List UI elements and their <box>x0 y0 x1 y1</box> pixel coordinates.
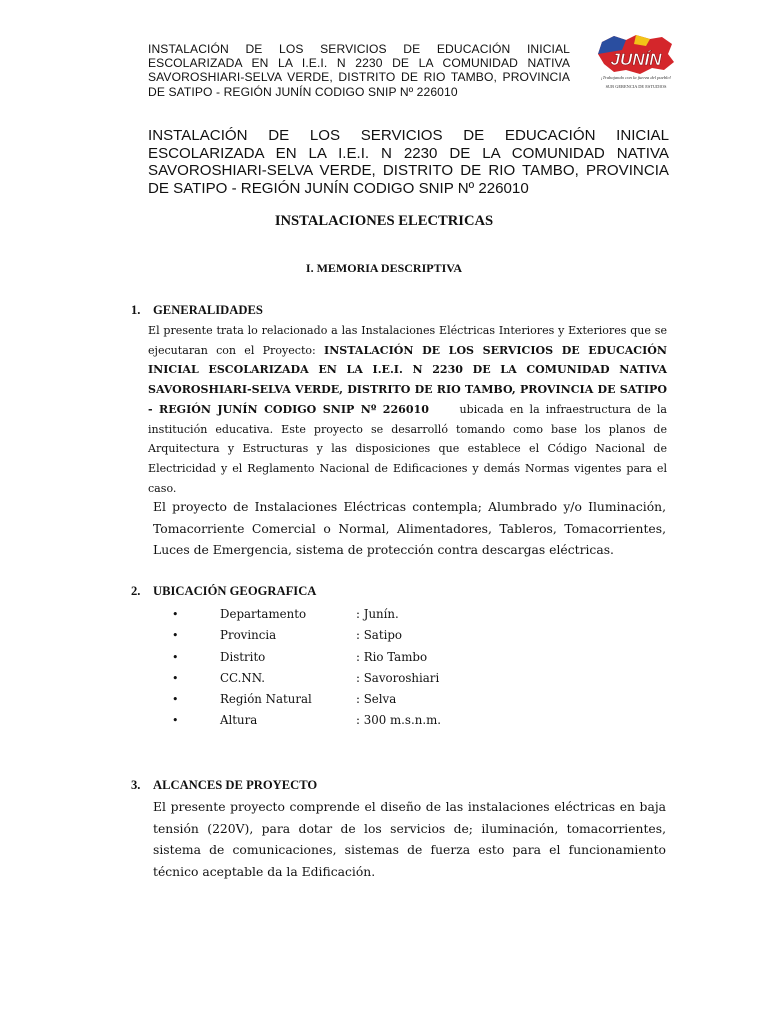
project-name-bold: INSTALACIÓN DE LOS SERVICIOS DE EDUCACIÓN INICIAL ESCOLARIZADA EN LA I.E.I. N 2230 DE LA COMUNIDAD NATIVA SAVOROSHIARI-SELVA VERDE, DISTRITO DE RIO TAMBO, PROVINCIA DE SATIPO - REGIÓN JUNÍN CODIGO SNIP Nº 226010 <box>148 343 667 416</box>
heading-text: ALCANCES DE PROYECTO <box>153 778 318 792</box>
location-value: : Rio Tambo <box>356 649 428 664</box>
list-item <box>172 710 441 731</box>
bullet: • <box>172 629 179 643</box>
location-label: Departamento <box>220 607 307 621</box>
heading-ubicacion <box>131 584 316 599</box>
list-item <box>172 647 441 668</box>
subsection-title: I. MEMORIA DESCRIPTIVA <box>305 261 463 275</box>
bullet: • <box>172 693 179 707</box>
location-value: : Satipo <box>356 628 403 643</box>
location-list <box>172 604 441 732</box>
heading-number: 3. <box>131 778 141 792</box>
location-label: Altura <box>220 713 258 728</box>
generalidades-paragraph-2: El proyecto de Instalaciones Eléctricas contempla; Alumbrado y/o Iluminación, Tomacorriente Comercial o Normal, Alimentadores, Tableros, Tomacorrientes, Luces de Emergencia, sistema de protección contra descargas eléctricas. <box>153 500 666 558</box>
generalidades-intro: El presente trata lo relacionado a las Instalaciones Eléctricas Interiores y Exteriores que se ejecutaran con el Proyecto: <box>148 324 667 357</box>
heading-text: UBICACIÓN GEOGRAFICA <box>153 584 317 598</box>
heading-number: 1. <box>131 303 141 317</box>
heading-alcances <box>131 778 317 793</box>
location-label: Provincia <box>220 628 277 643</box>
list-item <box>172 689 441 710</box>
document-title: INSTALACIÓN DE LOS SERVICIOS DE EDUCACIÓN INICIAL ESCOLARIZADA EN LA I.E.I. N 2230 DE LA COMUNIDAD NATIVA SAVOROSHIARI-SELVA VERDE, DISTRITO DE RIO TAMBO, PROVINCIA DE SATIPO - REGIÓN JUNÍN CODIGO SNIP Nº 226010 <box>148 127 669 197</box>
location-value: : Selva <box>356 692 397 707</box>
bullet: • <box>172 714 179 728</box>
bullet: • <box>172 671 179 685</box>
generalidades-continuation: ubicada en la infraestructura de la institución educativa. Este proyecto se desarrolló tomando como base los planos de Arquitectura y Estructuras y las disposiciones que establece el Código Nacional de Electricidad y el Reglamento Nacional de Edificaciones y demás Normas vigentes para el caso. <box>148 402 667 495</box>
heading-number: 2. <box>131 584 141 598</box>
list-item <box>172 625 441 646</box>
list-item <box>172 668 441 689</box>
location-label: Región Natural <box>220 692 312 707</box>
location-label: CC.NN. <box>220 670 266 685</box>
heading-generalidades <box>131 303 263 318</box>
list-item <box>172 604 441 625</box>
location-value: : 300 m.s.n.m. <box>356 713 442 728</box>
junin-logo <box>592 32 678 92</box>
logo-caption: SUB GERENCIA DE ESTUDIOS <box>605 84 667 89</box>
location-value: : Junín. <box>356 607 399 621</box>
bullet: • <box>172 608 179 621</box>
logo-wordmark: JUNÍN <box>610 50 662 69</box>
bullet: • <box>172 650 179 664</box>
logo-slogan: ¡Trabajando con la fuerza del pueblo! <box>600 75 672 80</box>
section-title: INSTALACIONES ELECTRICAS <box>274 213 494 229</box>
location-label: Distrito <box>220 649 266 664</box>
location-value: : Savoroshiari <box>356 670 440 685</box>
heading-text: GENERALIDADES <box>153 303 263 317</box>
generalidades-paragraph <box>148 321 667 498</box>
running-header: INSTALACIÓN DE LOS SERVICIOS DE EDUCACIÓN INICIAL ESCOLARIZADA EN LA I.E.I. N 2230 DE LA COMUNIDAD NATIVA SAVOROSHIARI-SELVA VERDE, DISTRITO DE RIO TAMBO, PROVINCIA DE SATIPO - REGIÓN JUNÍN CODIGO SNIP Nº 226010 <box>148 42 570 99</box>
alcances-paragraph: El presente proyecto comprende el diseño de las instalaciones eléctricas en baja tensión (220V), para dotar de los servicios de; iluminación, tomacorrientes, sistema de comunicaciones, sistemas de fuerza esto para el funcionamiento técnico aceptable da la Edificación. <box>153 800 666 879</box>
